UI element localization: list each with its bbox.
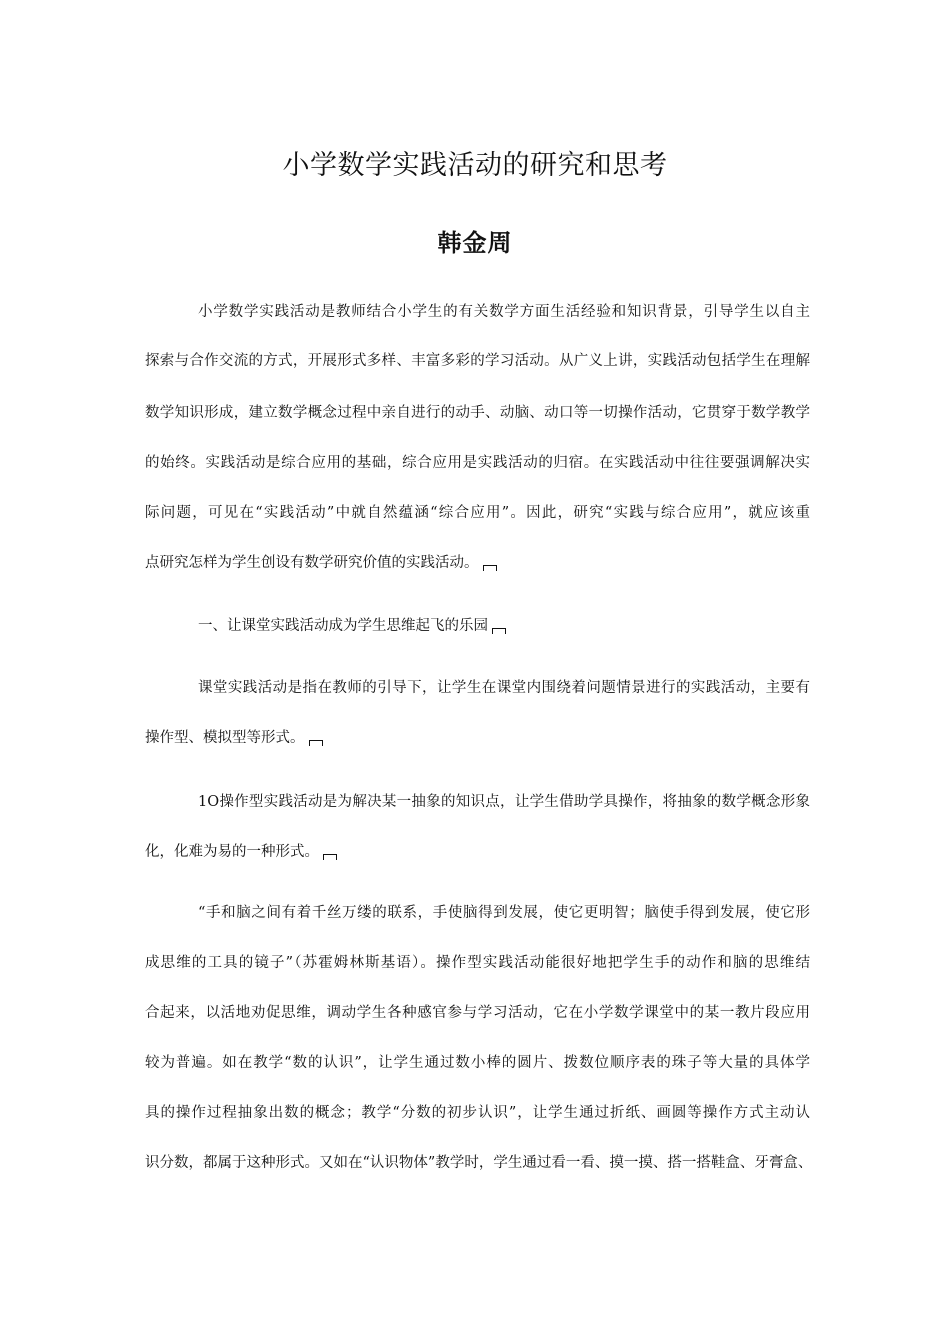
paragraph-line: 操作型、模拟型等形式。 bbox=[145, 728, 810, 748]
paragraph-mark-icon bbox=[309, 740, 323, 746]
paragraph-line: 具的操作过程抽象出数的概念；教学“分数的初步认识”，让学生通过折纸、画圆等操作方式主动认 bbox=[145, 1105, 810, 1121]
paragraph-line: 点研究怎样为学生创设有数学研究价值的实践活动。 bbox=[145, 553, 810, 573]
paragraph-line: 课堂实践活动是指在教师的引导下，让学生在课堂内围绕着问题情景进行的实践活动，主要有 bbox=[198, 680, 810, 696]
paragraph-line: 的始终。实践活动是综合应用的基础，综合应用是实践活动的归宿。在实践活动中往往要强调解决实 bbox=[145, 455, 810, 471]
paragraph-mark-icon bbox=[323, 854, 337, 860]
paragraph-line: 合起来，以活地劝促思维，调动学生各种感官参与学习活动，它在小学数学课堂中的某一教片段应用 bbox=[145, 1005, 810, 1021]
paragraph-mark-icon bbox=[492, 628, 506, 634]
paragraph-line: 探索与合作交流的方式，开展形式多样、丰富多彩的学习活动。从广义上讲，实践活动包括学生在理解 bbox=[145, 353, 810, 369]
section-heading: 一、让课堂实践活动成为学生思维起飞的乐园 bbox=[198, 616, 810, 636]
paragraph-line: 小学数学实践活动是教师结合小学生的有关数学方面生活经验和知识背景，引导学生以自主 bbox=[198, 304, 810, 320]
document-title: 小学数学实践活动的研究和思考 bbox=[282, 150, 668, 181]
paragraph-mark-icon bbox=[483, 565, 497, 571]
paragraph-line: 1O操作型实践活动是为解决某一抽象的知识点，让学生借助学具操作，将抽象的数学概念形象 bbox=[198, 794, 810, 810]
paragraph-line: 成思维的工具的镜子”（苏霍姆林斯基语）。操作型实践活动能很好地把学生手的动作和脑的思维结 bbox=[145, 955, 810, 971]
document-author: 韩金周 bbox=[437, 229, 513, 257]
paragraph-line: 数学知识形成，建立数学概念过程中亲自进行的动手、动脑、动口等一切操作活动，它贯穿于数学教学 bbox=[145, 405, 810, 421]
paragraph-line: 识分数，都属于这种形式。又如在“认识物体”教学时，学生通过看一看、摸一摸、搭一搭鞋盒、牙膏盒、 bbox=[145, 1155, 813, 1171]
paragraph-line: 化，化难为易的一种形式。 bbox=[145, 842, 810, 862]
paragraph-line: “手和脑之间有着千丝万缕的联系，手使脑得到发展，使它更明智；脑使手得到发展，使它形 bbox=[198, 905, 810, 921]
paragraph-line: 际问题，可见在“实践活动”中就自然蕴涵“综合应用”。因此，研究“实践与综合应用”，就应该重 bbox=[145, 505, 810, 521]
paragraph-line: 较为普遍。如在教学“数的认识”，让学生通过数小棒的圆片、拨数位顺序表的珠子等大量的具体学 bbox=[145, 1055, 810, 1071]
